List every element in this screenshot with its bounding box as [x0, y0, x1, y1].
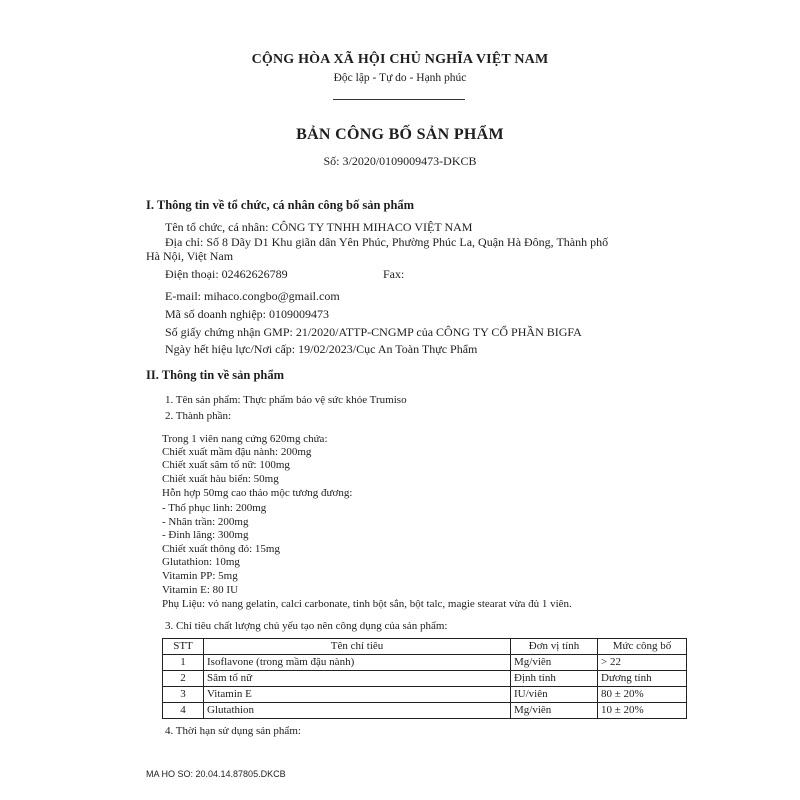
cell-level: > 22 [598, 655, 687, 671]
ingredient-line: Hỗn hợp 50mg cao thảo mộc tương đương: [162, 487, 353, 499]
national-motto: Độc lập - Tự do - Hạnh phúc [333, 72, 467, 84]
cell-stt: 4 [163, 703, 204, 719]
ingredient-line: Chiết xuất mầm đậu nành: 200mg [162, 446, 312, 458]
cell-stt: 3 [163, 687, 204, 703]
certificate-expiry: Ngày hết hiệu lực/Nơi cấp: 19/02/2023/Cục An Toàn Thực Phẩm [165, 342, 478, 356]
cell-criteria: Vitamin E [204, 687, 511, 703]
gmp-certificate: Số giấy chứng nhận GMP: 21/2020/ATTP-CNGMP của CÔNG TY CỔ PHẦN BIGFA [165, 325, 582, 339]
fax: Fax: [383, 267, 405, 281]
tax-code: Mã số doanh nghiệp: 0109009473 [165, 307, 329, 321]
quality-table [162, 638, 687, 719]
header-stt: STT [163, 639, 204, 655]
cell-unit: Mg/viên [511, 703, 598, 719]
table-row [163, 655, 687, 671]
shelf-life-heading: 4. Thời hạn sử dụng sản phẩm: [165, 725, 301, 737]
ingredient-line: Chiết xuất hàu biển: 50mg [162, 473, 279, 485]
ingredient-line: Chiết xuất thông đỏ: 15mg [162, 543, 280, 555]
excipients-line: Phụ Liệu: vỏ nang gelatin, calci carbonate, tinh bột sắn, bột talc, magie stearat vừa đủ 1 viên. [162, 598, 572, 610]
table-row [163, 703, 687, 719]
ingredient-line: - Nhân trần: 200mg [162, 516, 249, 528]
ingredient-line: Trong 1 viên nang cứng 620mg chứa: [162, 433, 328, 445]
table-row [163, 687, 687, 703]
ingredient-line: - Thổ phục linh: 200mg [162, 502, 267, 514]
document-title: BẢN CÔNG BỐ SẢN PHẨM [296, 126, 504, 143]
ingredient-line: Chiết xuất sâm tố nữ: 100mg [162, 459, 290, 471]
ingredients-heading: 2. Thành phần: [165, 410, 232, 422]
product-name: 1. Tên sản phẩm: Thực phẩm bảo vệ sức khỏe Trumiso [165, 394, 407, 406]
table-header-row [163, 639, 687, 655]
nation-heading: CỘNG HÒA XÃ HỘI CHỦ NGHĨA VIỆT NAM [251, 52, 549, 67]
table-row [163, 671, 687, 687]
cell-level: Dương tính [598, 671, 687, 687]
section-1-heading: I. Thông tin về tổ chức, cá nhân công bố sản phẩm [146, 198, 415, 212]
dossier-code: MA HO SO: 20.04.14.87805.DKCB [146, 769, 286, 779]
cell-criteria: Isoflavone (trong mầm đậu nành) [204, 655, 511, 671]
cell-stt: 2 [163, 671, 204, 687]
document-number: Số: 3/2020/0109009473-DKCB [323, 154, 477, 168]
header-unit: Đơn vị tính [511, 639, 598, 655]
header-divider [333, 99, 465, 100]
cell-level: 80 ± 20% [598, 687, 687, 703]
ingredient-line: - Đinh lăng: 300mg [162, 529, 249, 541]
cell-criteria: Glutathion [204, 703, 511, 719]
cell-unit: Mg/viên [511, 655, 598, 671]
cell-stt: 1 [163, 655, 204, 671]
cell-unit: Định tính [511, 671, 598, 687]
address-line-1: Địa chỉ: Số 8 Dãy D1 Khu giãn dân Yên Phúc, Phường Phúc La, Quận Hà Đông, Thành phố [165, 235, 609, 249]
ingredient-line: Vitamin E: 80 IU [162, 584, 239, 596]
cell-criteria: Sâm tố nữ [204, 671, 511, 687]
cell-unit: IU/viên [511, 687, 598, 703]
org-name: Tên tổ chức, cá nhân: CÔNG TY TNHH MIHACO VIỆT NAM [165, 220, 473, 234]
quality-heading: 3. Chỉ tiêu chất lượng chủ yếu tạo nên công dụng của sản phẩm: [165, 620, 448, 632]
phone: Điện thoại: 02462626789 [165, 267, 288, 281]
ingredient-line: Glutathion: 10mg [162, 556, 240, 568]
address-line-2: Hà Nội, Việt Nam [146, 249, 234, 263]
header-declared-level: Mức công bố [598, 639, 687, 655]
ingredient-line: Vitamin PP: 5mg [162, 570, 238, 582]
email: E-mail: mihaco.congbo@gmail.com [165, 289, 340, 303]
cell-level: 10 ± 20% [598, 703, 687, 719]
header-criteria: Tên chỉ tiêu [204, 639, 511, 655]
section-2-heading: II. Thông tin về sản phẩm [146, 368, 285, 382]
